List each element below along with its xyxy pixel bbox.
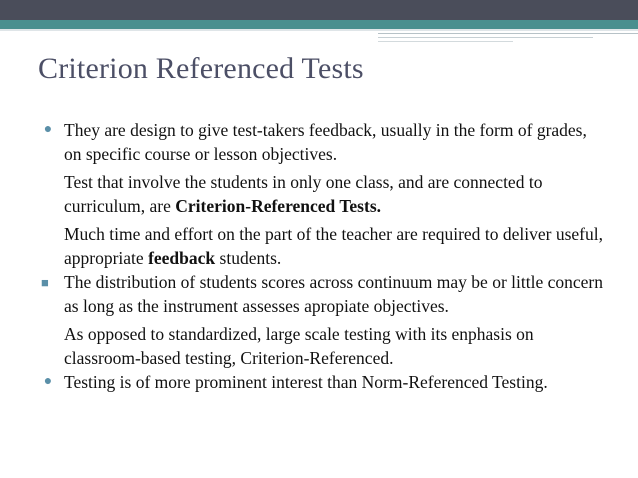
- header-band-dark: [0, 0, 638, 20]
- paragraph-text: As opposed to standardized, large scale testing with its enphasis on classroom-based testing, Criterion-Referenced.: [64, 324, 534, 368]
- header-band-accent: [0, 20, 638, 29]
- continuation-paragraph: [38, 322, 603, 370]
- header-stripe: [378, 37, 593, 38]
- paragraph-text: Testing is of more prominent interest than Norm-Referenced Testing.: [64, 372, 548, 392]
- paragraph-text: Test that involve the students in only one class, and are connected to curriculum, are: [64, 172, 543, 216]
- paragraph-text: Much time and effort on the part of the teacher are required to deliver useful, appropriate: [64, 224, 603, 268]
- paragraph-text: The distribution of students scores across continuum may be or little concern as long as the instrument assesses apropiate objectives.: [64, 272, 603, 316]
- header-stripe: [378, 33, 638, 34]
- bullet-paragraph: [38, 270, 603, 318]
- emphasis-text: Criterion-Referenced Tests.: [175, 196, 382, 216]
- bullet-square-icon: ■: [41, 275, 49, 290]
- bullet-paragraph: [38, 370, 603, 394]
- paragraph-text: They are design to give test-takers feedback, usually in the form of grades, on specific course or lesson objectives.: [64, 120, 587, 164]
- continuation-paragraph: [38, 170, 603, 218]
- emphasis-text: feedback: [148, 248, 216, 268]
- continuation-paragraph: [38, 222, 603, 270]
- slide-title: Criterion Referenced Tests: [38, 52, 364, 85]
- paragraph-text: students.: [215, 248, 282, 268]
- bullet-dot-icon: ●: [43, 374, 53, 389]
- slide-body: [38, 118, 603, 394]
- bullet-paragraph: [38, 118, 603, 166]
- header-stripe: [378, 41, 513, 42]
- header-stripe: [0, 29, 638, 31]
- bullet-dot-icon: ●: [43, 122, 53, 137]
